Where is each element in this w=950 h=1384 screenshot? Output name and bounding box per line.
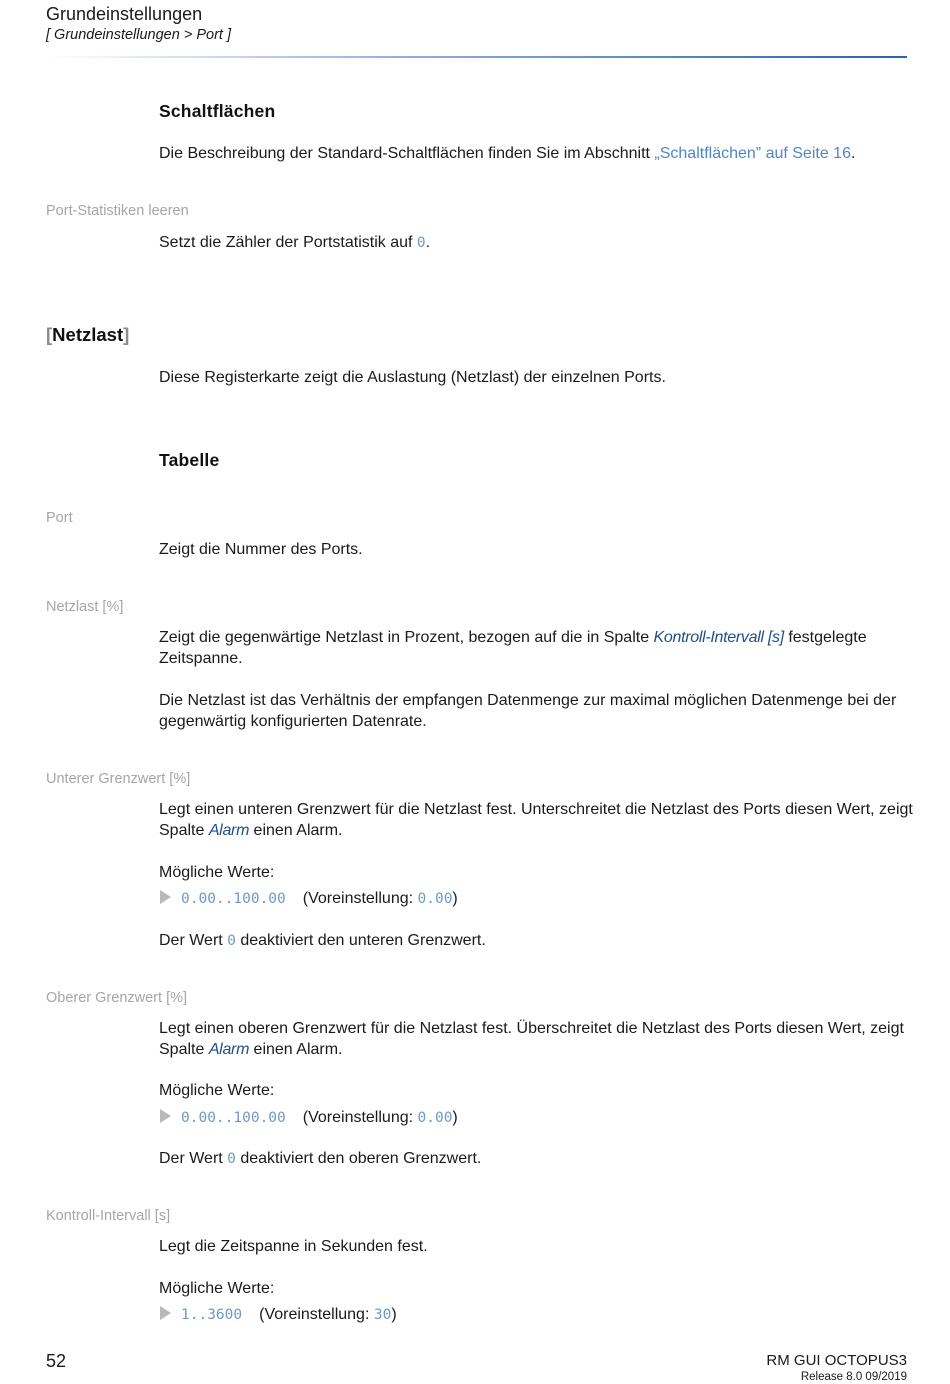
lower-note-text-end: deaktiviert den unteren Grenzwert.: [235, 932, 486, 949]
param-label-upper-threshold: Oberer Grenzwert [%]: [46, 990, 188, 1006]
bullet-arrow-icon: [160, 1306, 171, 1320]
upper-note-value: 0: [227, 1151, 236, 1167]
breadcrumb: [ Grundeinstellungen > Port ]: [46, 27, 231, 43]
lower-values-label: Mögliche Werte:: [159, 864, 275, 881]
upper-default-value: 0.00: [417, 1110, 453, 1126]
footer-product: RM GUI OCTOPUS3: [766, 1352, 907, 1369]
upper-alarm-ref: Alarm: [208, 1041, 250, 1058]
lower-alarm-ref: Alarm: [208, 822, 250, 839]
load-interval-ref: Kontroll-Intervall [s]: [653, 629, 784, 646]
port-description: Zeigt die Nummer des Ports.: [159, 541, 363, 558]
upper-text-end: einen Alarm.: [249, 1041, 343, 1058]
lower-note-text: Der Wert: [159, 932, 228, 949]
upper-note: [159, 1148, 481, 1170]
page-header-title: Grundeinstellungen: [46, 4, 203, 24]
lower-text-end: einen Alarm.: [249, 822, 343, 839]
param-label-port: Port: [46, 510, 73, 526]
interval-values-label: Mögliche Werte:: [159, 1280, 275, 1297]
bracket-close: ]: [123, 324, 130, 345]
interval-description: Legt die Zeitspanne in Sekunden fest.: [159, 1238, 428, 1255]
footer-release: Release 8.0 09/2019: [800, 1371, 907, 1383]
clear-stats-value: 0: [416, 235, 426, 251]
lower-default-close: ): [452, 890, 458, 907]
upper-values-item: [160, 1107, 458, 1129]
upper-values-label: Mögliche Werte:: [159, 1082, 275, 1099]
buttons-text: Die Beschreibung der Standard-Schaltflächen finden Sie im Abschnitt: [159, 145, 655, 162]
param-label-clear-stats: Port-Statistiken leeren: [46, 203, 189, 219]
load-description-1: [159, 627, 919, 669]
interval-values-item: [160, 1304, 397, 1326]
buttons-description: [159, 143, 919, 164]
buttons-heading: Schaltflächen: [159, 101, 276, 121]
upper-note-text-end: deaktiviert den oberen Grenzwert.: [235, 1150, 482, 1167]
param-label-load: Netzlast [%]: [46, 599, 124, 615]
load-text-end: festgelegte Zeitspanne.: [159, 629, 867, 667]
buttons-text-end: .: [850, 145, 856, 162]
lower-text: Legt einen unteren Grenzwert für die Netzlast fest. Unterschreitet die Netzlast des Ports diesen Wert, zeigt Spalte: [159, 801, 913, 839]
lower-range: 0.00..100.00: [181, 891, 286, 907]
clear-stats-text-end: .: [425, 234, 431, 251]
netzlast-description: Diese Registerkarte zeigt die Auslastung (Netzlast) der einzelnen Ports.: [159, 369, 666, 386]
page-number: 52: [46, 1351, 67, 1371]
lower-note-value: 0: [227, 933, 236, 949]
header-divider: [46, 56, 907, 58]
interval-default-close: ): [391, 1306, 397, 1323]
lower-values-item: [160, 888, 458, 910]
lower-default-value: 0.00: [417, 891, 453, 907]
upper-description: [159, 1018, 919, 1060]
netzlast-heading-text: Netzlast: [52, 324, 124, 345]
param-label-interval: Kontroll-Intervall [s]: [46, 1208, 171, 1224]
upper-range: 0.00..100.00: [181, 1110, 286, 1126]
lower-note: [159, 930, 486, 952]
upper-default-close: ): [452, 1109, 458, 1126]
clear-stats-description: [159, 232, 430, 254]
lower-description: [159, 799, 919, 841]
clear-stats-text: Setzt die Zähler der Portstatistik auf: [159, 234, 417, 251]
lower-default-label: (Voreinstellung:: [302, 890, 418, 907]
bullet-arrow-icon: [160, 1109, 171, 1123]
interval-default-label: (Voreinstellung:: [259, 1306, 374, 1323]
upper-text: Legt einen oberen Grenzwert für die Netzlast fest. Überschreitet die Netzlast des Ports diesen Wert, zeigt Spalte: [159, 1020, 904, 1058]
table-heading: Tabelle: [159, 450, 220, 470]
section-heading-netzlast: [46, 324, 129, 346]
buttons-page-link[interactable]: „Schaltflächen” auf Seite 16: [654, 145, 851, 162]
upper-default-label: (Voreinstellung:: [302, 1109, 418, 1126]
upper-note-text: Der Wert: [159, 1150, 228, 1167]
bracket-open: [: [46, 324, 53, 345]
interval-default-value: 30: [373, 1307, 392, 1323]
param-label-lower-threshold: Unterer Grenzwert [%]: [46, 771, 191, 787]
bullet-arrow-icon: [160, 890, 171, 904]
load-description-2: Die Netzlast ist das Verhältnis der empfangen Datenmenge zur maximal möglichen Datenmenge bei der gegenwärtig konfigurierten Datenrate.: [159, 692, 897, 730]
load-text: Zeigt die gegenwärtige Netzlast in Prozent, bezogen auf die in Spalte: [159, 629, 654, 646]
interval-range: 1..3600: [181, 1307, 243, 1323]
